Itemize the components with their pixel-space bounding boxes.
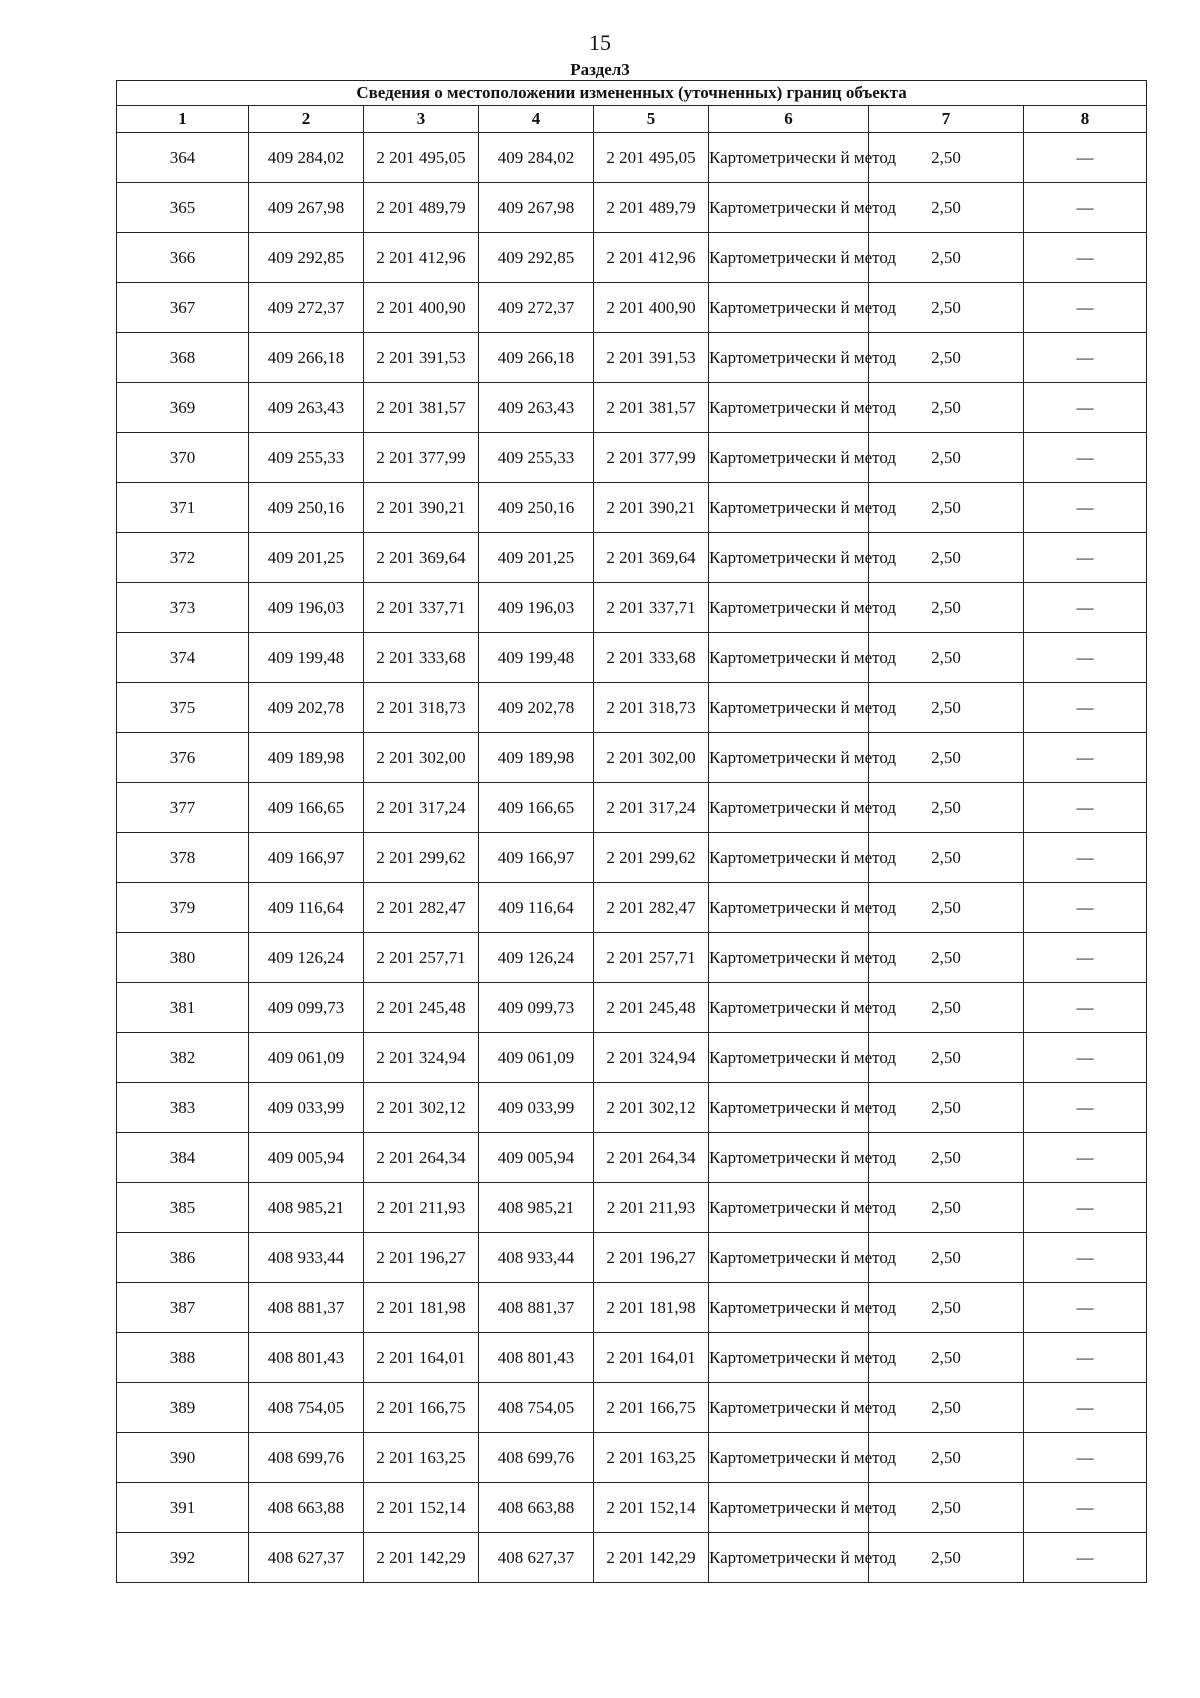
y-coordinate-cell: 2 201 369,64: [364, 533, 479, 583]
column-number-3: 3: [364, 106, 479, 133]
accuracy-cell: 2,50: [869, 1333, 1024, 1383]
x-coordinate-cell: 409 263,43: [249, 383, 364, 433]
note-cell: —: [1024, 1283, 1147, 1333]
note-cell: —: [1024, 1333, 1147, 1383]
x-coordinate-new-cell: 409 126,24: [479, 933, 594, 983]
table-row: [117, 983, 1147, 1033]
x-coordinate-new-cell: 409 267,98: [479, 183, 594, 233]
note-cell: —: [1024, 733, 1147, 783]
y-coordinate-new-cell: 2 201 317,24: [594, 783, 709, 833]
x-coordinate-cell: 409 126,24: [249, 933, 364, 983]
x-coordinate-new-cell: 409 189,98: [479, 733, 594, 783]
method-cell: Картометрически й метод: [709, 833, 869, 883]
table-row: [117, 633, 1147, 683]
y-coordinate-new-cell: 2 201 318,73: [594, 683, 709, 733]
x-coordinate-cell: 409 284,02: [249, 133, 364, 183]
note-cell: —: [1024, 1483, 1147, 1533]
method-cell: Картометрически й метод: [709, 1483, 869, 1533]
y-coordinate-new-cell: 2 201 337,71: [594, 583, 709, 633]
x-coordinate-new-cell: 409 250,16: [479, 483, 594, 533]
point-number-cell: 381: [117, 983, 249, 1033]
y-coordinate-new-cell: 2 201 302,12: [594, 1083, 709, 1133]
table-row: [117, 833, 1147, 883]
y-coordinate-new-cell: 2 201 181,98: [594, 1283, 709, 1333]
method-cell: Картометрически й метод: [709, 1083, 869, 1133]
table-row: [117, 783, 1147, 833]
y-coordinate-cell: 2 201 302,00: [364, 733, 479, 783]
y-coordinate-cell: 2 201 264,34: [364, 1133, 479, 1183]
y-coordinate-cell: 2 201 377,99: [364, 433, 479, 483]
method-cell: Картометрически й метод: [709, 1333, 869, 1383]
table-row: [117, 133, 1147, 183]
x-coordinate-cell: 409 166,97: [249, 833, 364, 883]
point-number-cell: 392: [117, 1533, 249, 1583]
x-coordinate-new-cell: 408 699,76: [479, 1433, 594, 1483]
method-cell: Картометрически й метод: [709, 1283, 869, 1333]
table-row: [117, 1483, 1147, 1533]
table-row: [117, 1133, 1147, 1183]
y-coordinate-cell: 2 201 152,14: [364, 1483, 479, 1533]
y-coordinate-cell: 2 201 412,96: [364, 233, 479, 283]
table-row: [117, 483, 1147, 533]
coordinates-table: [116, 80, 1147, 1583]
point-number-cell: 380: [117, 933, 249, 983]
table-row: [117, 683, 1147, 733]
point-number-cell: 373: [117, 583, 249, 633]
note-cell: —: [1024, 283, 1147, 333]
y-coordinate-new-cell: 2 201 299,62: [594, 833, 709, 883]
page-number: 15: [589, 30, 611, 55]
accuracy-cell: 2,50: [869, 733, 1024, 783]
accuracy-cell: 2,50: [869, 783, 1024, 833]
note-cell: —: [1024, 133, 1147, 183]
method-cell: Картометрически й метод: [709, 933, 869, 983]
x-coordinate-cell: 409 099,73: [249, 983, 364, 1033]
y-coordinate-cell: 2 201 257,71: [364, 933, 479, 983]
point-number-cell: 376: [117, 733, 249, 783]
y-coordinate-new-cell: 2 201 412,96: [594, 233, 709, 283]
x-coordinate-cell: 408 699,76: [249, 1433, 364, 1483]
point-number-cell: 370: [117, 433, 249, 483]
accuracy-cell: 2,50: [869, 1233, 1024, 1283]
y-coordinate-cell: 2 201 245,48: [364, 983, 479, 1033]
note-cell: —: [1024, 1533, 1147, 1583]
x-coordinate-cell: 408 881,37: [249, 1283, 364, 1333]
x-coordinate-new-cell: 409 284,02: [479, 133, 594, 183]
y-coordinate-new-cell: 2 201 166,75: [594, 1383, 709, 1433]
method-cell: Картометрически й метод: [709, 633, 869, 683]
note-cell: —: [1024, 933, 1147, 983]
table-row: [117, 433, 1147, 483]
y-coordinate-cell: 2 201 381,57: [364, 383, 479, 433]
note-cell: —: [1024, 1083, 1147, 1133]
note-cell: —: [1024, 983, 1147, 1033]
y-coordinate-cell: 2 201 495,05: [364, 133, 479, 183]
note-cell: —: [1024, 333, 1147, 383]
y-coordinate-new-cell: 2 201 257,71: [594, 933, 709, 983]
x-coordinate-cell: 409 255,33: [249, 433, 364, 483]
y-coordinate-new-cell: 2 201 369,64: [594, 533, 709, 583]
y-coordinate-cell: 2 201 489,79: [364, 183, 479, 233]
y-coordinate-cell: 2 201 391,53: [364, 333, 479, 383]
point-number-cell: 372: [117, 533, 249, 583]
x-coordinate-cell: 409 266,18: [249, 333, 364, 383]
x-coordinate-new-cell: 409 196,03: [479, 583, 594, 633]
x-coordinate-cell: 409 202,78: [249, 683, 364, 733]
x-coordinate-cell: 409 116,64: [249, 883, 364, 933]
y-coordinate-new-cell: 2 201 245,48: [594, 983, 709, 1033]
method-cell: Картометрически й метод: [709, 383, 869, 433]
method-cell: Картометрически й метод: [709, 733, 869, 783]
x-coordinate-cell: 408 754,05: [249, 1383, 364, 1433]
point-number-cell: 382: [117, 1033, 249, 1083]
x-coordinate-cell: 408 933,44: [249, 1233, 364, 1283]
method-cell: Картометрически й метод: [709, 1533, 869, 1583]
x-coordinate-cell: 409 201,25: [249, 533, 364, 583]
method-cell: Картометрически й метод: [709, 1383, 869, 1433]
accuracy-cell: 2,50: [869, 1133, 1024, 1183]
x-coordinate-new-cell: 409 005,94: [479, 1133, 594, 1183]
note-cell: —: [1024, 883, 1147, 933]
note-cell: —: [1024, 683, 1147, 733]
note-cell: —: [1024, 1233, 1147, 1283]
method-cell: Картометрически й метод: [709, 683, 869, 733]
table-row: [117, 1333, 1147, 1383]
note-cell: —: [1024, 1383, 1147, 1433]
note-cell: —: [1024, 1433, 1147, 1483]
accuracy-cell: 2,50: [869, 833, 1024, 883]
table-row: [117, 183, 1147, 233]
x-coordinate-new-cell: 409 266,18: [479, 333, 594, 383]
note-cell: —: [1024, 183, 1147, 233]
column-number-4: 4: [479, 106, 594, 133]
note-cell: —: [1024, 483, 1147, 533]
point-number-cell: 389: [117, 1383, 249, 1433]
table-row: [117, 1233, 1147, 1283]
y-coordinate-cell: 2 201 337,71: [364, 583, 479, 633]
x-coordinate-cell: 409 005,94: [249, 1133, 364, 1183]
method-cell: Картометрически й метод: [709, 533, 869, 583]
point-number-cell: 390: [117, 1433, 249, 1483]
table-body: [117, 133, 1147, 1583]
x-coordinate-cell: 408 627,37: [249, 1533, 364, 1583]
table-row: [117, 1383, 1147, 1433]
column-number-row: [117, 106, 1147, 133]
y-coordinate-cell: 2 201 196,27: [364, 1233, 479, 1283]
y-coordinate-new-cell: 2 201 489,79: [594, 183, 709, 233]
x-coordinate-new-cell: 409 033,99: [479, 1083, 594, 1133]
x-coordinate-cell: 409 199,48: [249, 633, 364, 683]
note-cell: —: [1024, 583, 1147, 633]
x-coordinate-new-cell: 409 263,43: [479, 383, 594, 433]
note-cell: —: [1024, 383, 1147, 433]
y-coordinate-cell: 2 201 317,24: [364, 783, 479, 833]
y-coordinate-cell: 2 201 181,98: [364, 1283, 479, 1333]
point-number-cell: 374: [117, 633, 249, 683]
table-row: [117, 1433, 1147, 1483]
note-cell: —: [1024, 233, 1147, 283]
x-coordinate-new-cell: 409 201,25: [479, 533, 594, 583]
method-cell: Картометрически й метод: [709, 583, 869, 633]
point-number-cell: 391: [117, 1483, 249, 1533]
y-coordinate-new-cell: 2 201 400,90: [594, 283, 709, 333]
x-coordinate-cell: 409 272,37: [249, 283, 364, 333]
table-row: [117, 383, 1147, 433]
table-caption: Сведения о местоположении измененных (уточненных) границ объекта: [117, 81, 1147, 106]
accuracy-cell: 2,50: [869, 383, 1024, 433]
y-coordinate-new-cell: 2 201 302,00: [594, 733, 709, 783]
y-coordinate-cell: 2 201 400,90: [364, 283, 479, 333]
accuracy-cell: 2,50: [869, 333, 1024, 383]
point-number-cell: 387: [117, 1283, 249, 1333]
y-coordinate-new-cell: 2 201 390,21: [594, 483, 709, 533]
x-coordinate-cell: 408 801,43: [249, 1333, 364, 1383]
point-number-cell: 367: [117, 283, 249, 333]
x-coordinate-new-cell: 409 255,33: [479, 433, 594, 483]
accuracy-cell: 2,50: [869, 1383, 1024, 1433]
x-coordinate-new-cell: 408 881,37: [479, 1283, 594, 1333]
x-coordinate-new-cell: 409 116,64: [479, 883, 594, 933]
method-cell: Картометрически й метод: [709, 433, 869, 483]
y-coordinate-new-cell: 2 201 391,53: [594, 333, 709, 383]
accuracy-cell: 2,50: [869, 983, 1024, 1033]
note-cell: —: [1024, 1183, 1147, 1233]
accuracy-cell: 2,50: [869, 1433, 1024, 1483]
table-row: [117, 933, 1147, 983]
method-cell: Картометрически й метод: [709, 333, 869, 383]
x-coordinate-new-cell: 409 061,09: [479, 1033, 594, 1083]
y-coordinate-new-cell: 2 201 163,25: [594, 1433, 709, 1483]
accuracy-cell: 2,50: [869, 1033, 1024, 1083]
y-coordinate-cell: 2 201 302,12: [364, 1083, 479, 1133]
y-coordinate-new-cell: 2 201 282,47: [594, 883, 709, 933]
point-number-cell: 366: [117, 233, 249, 283]
table-row: [117, 1533, 1147, 1583]
y-coordinate-new-cell: 2 201 495,05: [594, 133, 709, 183]
table-row: [117, 333, 1147, 383]
column-number-5: 5: [594, 106, 709, 133]
accuracy-cell: 2,50: [869, 483, 1024, 533]
column-number-8: 8: [1024, 106, 1147, 133]
note-cell: —: [1024, 1133, 1147, 1183]
accuracy-cell: 2,50: [869, 1183, 1024, 1233]
point-number-cell: 383: [117, 1083, 249, 1133]
accuracy-cell: 2,50: [869, 433, 1024, 483]
y-coordinate-new-cell: 2 201 377,99: [594, 433, 709, 483]
y-coordinate-cell: 2 201 211,93: [364, 1183, 479, 1233]
x-coordinate-new-cell: 409 099,73: [479, 983, 594, 1033]
section-title: Раздел3: [570, 60, 630, 79]
method-cell: Картометрически й метод: [709, 283, 869, 333]
point-number-cell: 378: [117, 833, 249, 883]
accuracy-cell: 2,50: [869, 133, 1024, 183]
note-cell: —: [1024, 833, 1147, 883]
y-coordinate-cell: 2 201 164,01: [364, 1333, 479, 1383]
method-cell: Картометрически й метод: [709, 1433, 869, 1483]
accuracy-cell: 2,50: [869, 283, 1024, 333]
accuracy-cell: 2,50: [869, 933, 1024, 983]
x-coordinate-cell: 409 061,09: [249, 1033, 364, 1083]
method-cell: Картометрически й метод: [709, 1033, 869, 1083]
x-coordinate-new-cell: 409 166,97: [479, 833, 594, 883]
x-coordinate-new-cell: 408 754,05: [479, 1383, 594, 1433]
note-cell: —: [1024, 1033, 1147, 1083]
accuracy-cell: 2,50: [869, 233, 1024, 283]
accuracy-cell: 2,50: [869, 1533, 1024, 1583]
y-coordinate-cell: 2 201 333,68: [364, 633, 479, 683]
method-cell: Картометрически й метод: [709, 233, 869, 283]
accuracy-cell: 2,50: [869, 583, 1024, 633]
point-number-cell: 377: [117, 783, 249, 833]
x-coordinate-new-cell: 409 272,37: [479, 283, 594, 333]
x-coordinate-cell: 408 985,21: [249, 1183, 364, 1233]
table-row: [117, 1283, 1147, 1333]
accuracy-cell: 2,50: [869, 1483, 1024, 1533]
method-cell: Картометрически й метод: [709, 1183, 869, 1233]
accuracy-cell: 2,50: [869, 683, 1024, 733]
x-coordinate-new-cell: 409 199,48: [479, 633, 594, 683]
table-row: [117, 233, 1147, 283]
x-coordinate-cell: 409 292,85: [249, 233, 364, 283]
column-number-6: 6: [709, 106, 869, 133]
x-coordinate-new-cell: 408 933,44: [479, 1233, 594, 1283]
method-cell: Картометрически й метод: [709, 133, 869, 183]
x-coordinate-cell: 409 166,65: [249, 783, 364, 833]
accuracy-cell: 2,50: [869, 183, 1024, 233]
table-row: [117, 583, 1147, 633]
y-coordinate-new-cell: 2 201 142,29: [594, 1533, 709, 1583]
note-cell: —: [1024, 783, 1147, 833]
method-cell: Картометрически й метод: [709, 783, 869, 833]
x-coordinate-new-cell: 409 166,65: [479, 783, 594, 833]
point-number-cell: 371: [117, 483, 249, 533]
x-coordinate-cell: 409 189,98: [249, 733, 364, 783]
y-coordinate-new-cell: 2 201 211,93: [594, 1183, 709, 1233]
y-coordinate-cell: 2 201 299,62: [364, 833, 479, 883]
y-coordinate-cell: 2 201 318,73: [364, 683, 479, 733]
x-coordinate-new-cell: 408 627,37: [479, 1533, 594, 1583]
table-row: [117, 283, 1147, 333]
x-coordinate-cell: 409 250,16: [249, 483, 364, 533]
table-row: [117, 883, 1147, 933]
point-number-cell: 368: [117, 333, 249, 383]
column-number-7: 7: [869, 106, 1024, 133]
y-coordinate-new-cell: 2 201 333,68: [594, 633, 709, 683]
x-coordinate-new-cell: 409 292,85: [479, 233, 594, 283]
x-coordinate-new-cell: 408 985,21: [479, 1183, 594, 1233]
point-number-cell: 379: [117, 883, 249, 933]
method-cell: Картометрически й метод: [709, 183, 869, 233]
y-coordinate-new-cell: 2 201 381,57: [594, 383, 709, 433]
y-coordinate-cell: 2 201 163,25: [364, 1433, 479, 1483]
x-coordinate-cell: 409 033,99: [249, 1083, 364, 1133]
y-coordinate-cell: 2 201 142,29: [364, 1533, 479, 1583]
x-coordinate-cell: 409 196,03: [249, 583, 364, 633]
y-coordinate-new-cell: 2 201 164,01: [594, 1333, 709, 1383]
accuracy-cell: 2,50: [869, 1283, 1024, 1333]
accuracy-cell: 2,50: [869, 883, 1024, 933]
accuracy-cell: 2,50: [869, 1083, 1024, 1133]
method-cell: Картометрически й метод: [709, 883, 869, 933]
y-coordinate-new-cell: 2 201 196,27: [594, 1233, 709, 1283]
y-coordinate-cell: 2 201 282,47: [364, 883, 479, 933]
table-row: [117, 1033, 1147, 1083]
accuracy-cell: 2,50: [869, 633, 1024, 683]
point-number-cell: 375: [117, 683, 249, 733]
y-coordinate-cell: 2 201 390,21: [364, 483, 479, 533]
x-coordinate-new-cell: 409 202,78: [479, 683, 594, 733]
table-row: [117, 533, 1147, 583]
point-number-cell: 369: [117, 383, 249, 433]
point-number-cell: 365: [117, 183, 249, 233]
x-coordinate-cell: 409 267,98: [249, 183, 364, 233]
column-number-2: 2: [249, 106, 364, 133]
x-coordinate-new-cell: 408 663,88: [479, 1483, 594, 1533]
point-number-cell: 388: [117, 1333, 249, 1383]
note-cell: —: [1024, 533, 1147, 583]
y-coordinate-cell: 2 201 324,94: [364, 1033, 479, 1083]
point-number-cell: 384: [117, 1133, 249, 1183]
table-row: [117, 733, 1147, 783]
y-coordinate-new-cell: 2 201 324,94: [594, 1033, 709, 1083]
table-row: [117, 1083, 1147, 1133]
y-coordinate-new-cell: 2 201 152,14: [594, 1483, 709, 1533]
point-number-cell: 385: [117, 1183, 249, 1233]
method-cell: Картометрически й метод: [709, 983, 869, 1033]
y-coordinate-cell: 2 201 166,75: [364, 1383, 479, 1433]
y-coordinate-new-cell: 2 201 264,34: [594, 1133, 709, 1183]
method-cell: Картометрически й метод: [709, 483, 869, 533]
method-cell: Картометрически й метод: [709, 1233, 869, 1283]
point-number-cell: 386: [117, 1233, 249, 1283]
table-row: [117, 1183, 1147, 1233]
x-coordinate-new-cell: 408 801,43: [479, 1333, 594, 1383]
column-number-1: 1: [117, 106, 249, 133]
x-coordinate-cell: 408 663,88: [249, 1483, 364, 1533]
point-number-cell: 364: [117, 133, 249, 183]
method-cell: Картометрически й метод: [709, 1133, 869, 1183]
note-cell: —: [1024, 633, 1147, 683]
note-cell: —: [1024, 433, 1147, 483]
accuracy-cell: 2,50: [869, 533, 1024, 583]
